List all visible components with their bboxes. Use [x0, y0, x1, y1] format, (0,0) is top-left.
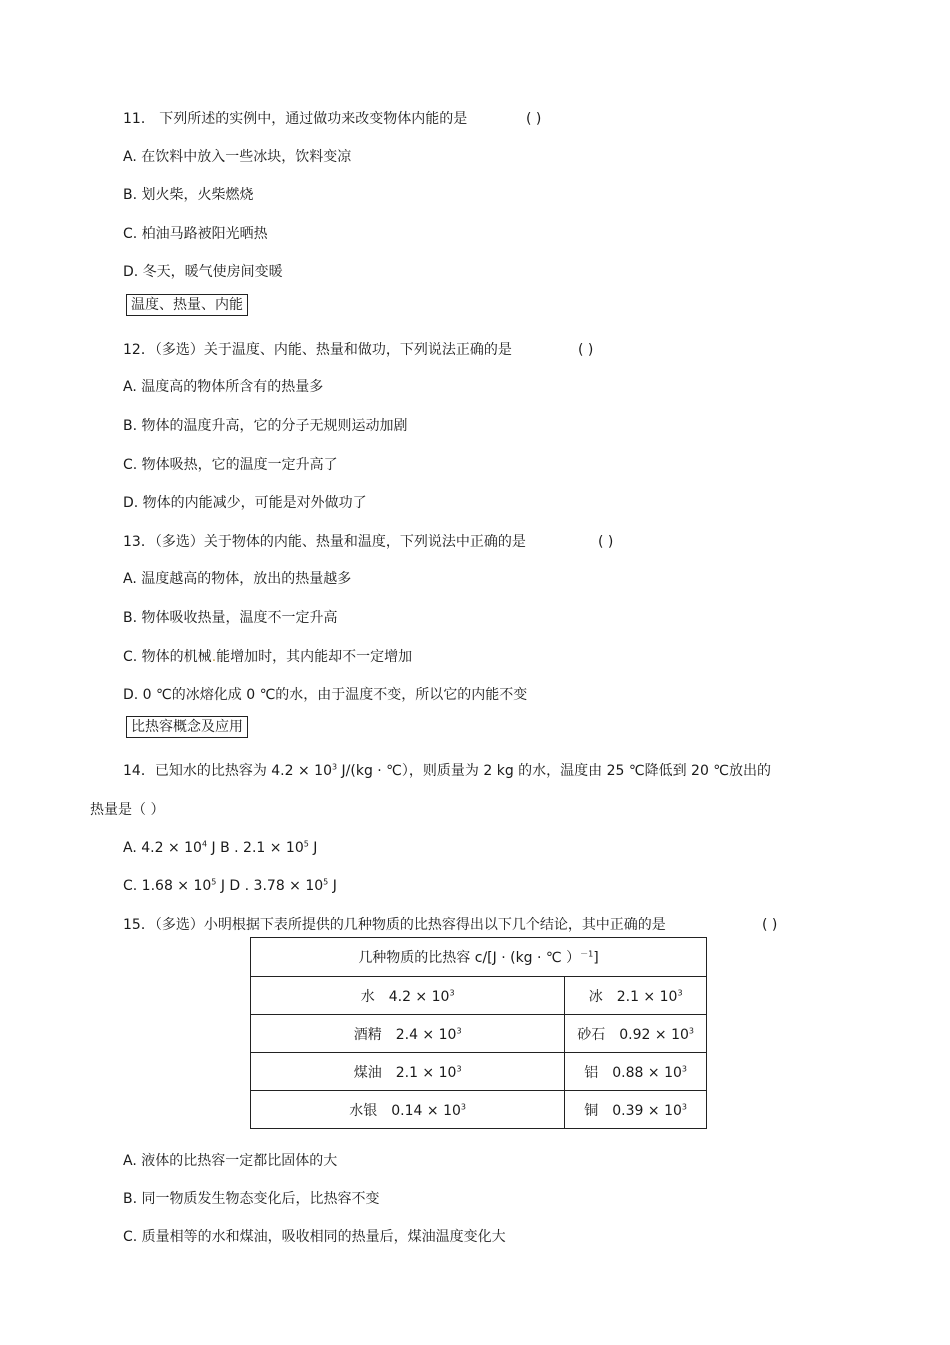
q14-option-d: J D . 3.78 × 10	[216, 878, 324, 894]
q13-option-b: B. 物体吸收热量，温度不一定升高	[123, 610, 338, 626]
substance-value: 0.39 × 10	[612, 1102, 682, 1119]
substance-value: 0.92 × 10	[619, 1026, 689, 1043]
q14-option-a-exp: 4	[201, 839, 208, 849]
substance-value: 2.1 × 10	[395, 1064, 457, 1081]
substance-value: 4.2 × 10	[388, 988, 450, 1005]
table-header-tail: ]	[593, 950, 599, 966]
substance-name: 冰	[588, 988, 603, 1005]
q14-option-d-exp: 5	[323, 877, 329, 887]
q12-option-d: D. 物体的内能减少，可能是对外做功了	[123, 495, 367, 511]
q12-option-c: C. 物体吸热，它的温度一定升高了	[123, 457, 338, 473]
substance-name: 铝	[584, 1064, 599, 1081]
table-cell	[565, 1091, 707, 1129]
substance-name: 酒精	[353, 1026, 382, 1043]
table-cell	[251, 1015, 565, 1053]
q13-answer-paren: ( )	[598, 534, 614, 550]
value-exp: 3	[449, 987, 455, 997]
q14-option-a: A. 4.2 × 10	[123, 840, 202, 856]
value-exp: 3	[688, 1025, 694, 1035]
q13-option-c-post: 能增加时，其内能却不一定增加	[216, 649, 413, 665]
q12-option-a: A. 温度高的物体所含有的热量多	[123, 379, 324, 395]
q14-stem-part-b: J/(kg · ℃），则质量为 2 kg 的水，温度由 25 ℃降低到 20 ℃放出的	[337, 763, 772, 779]
q11-option-d: D. 冬天，暖气使房间变暖	[123, 264, 283, 280]
table-cell	[565, 977, 707, 1015]
value-exp: 3	[681, 1101, 687, 1111]
table-cell	[565, 1053, 707, 1091]
value-exp: 3	[456, 1025, 462, 1035]
q13-option-a: A. 温度越高的物体，放出的热量越多	[123, 571, 352, 587]
value-exp: 3	[456, 1063, 462, 1073]
q14-options-ab	[123, 839, 317, 857]
substance-name: 煤油	[353, 1064, 382, 1081]
q14-stem-line2: 热量是（ ）	[90, 802, 165, 818]
q13-stem: 13．（多选）关于物体的内能、热量和温度，下列说法中正确的是	[123, 534, 526, 550]
q12-stem: 12．（多选）关于温度、内能、热量和做功，下列说法正确的是	[123, 342, 512, 358]
q15-option-b: B. 同一物质发生物态变化后，比热容不变	[123, 1191, 380, 1207]
q14-option-b-unit: J	[308, 840, 318, 856]
q15-option-a: A. 液体的比热容一定都比固体的大	[123, 1153, 338, 1169]
table-cell	[565, 1015, 707, 1053]
value-exp: 3	[460, 1101, 466, 1111]
specific-heat-table	[250, 937, 707, 1129]
table-cell	[251, 1053, 565, 1091]
substance-value: 2.1 × 10	[616, 988, 678, 1005]
section-heading-specific-heat: 比热容概念及应用	[126, 716, 248, 738]
substance-name: 水	[360, 988, 375, 1005]
table-row	[251, 1053, 707, 1091]
table-cell	[251, 977, 565, 1015]
value-exp: 3	[677, 987, 683, 997]
q15-stem: 15．（多选）小明根据下表所提供的几种物质的比热容得出以下几个结论，其中正确的是	[123, 917, 666, 933]
substance-value: 2.4 × 10	[395, 1026, 457, 1043]
table-row	[251, 1091, 707, 1129]
table-row	[251, 977, 707, 1015]
q14-exp: 3	[331, 762, 338, 772]
table-cell	[251, 1091, 565, 1129]
q11-option-a: A. 在饮料中放入一些冰块，饮料变凉	[123, 149, 352, 165]
q13-option-c-dot: .	[211, 649, 217, 665]
table-header-exp: －1	[580, 949, 594, 959]
q11-answer-paren: ( )	[526, 111, 542, 127]
q13-option-d: D. 0 ℃的冰熔化成 0 ℃的水，由于温度不变，所以它的内能不变	[123, 687, 528, 703]
q13-option-c-pre: C. 物体的机械	[123, 649, 212, 665]
q14-option-b: J B . 2.1 × 10	[207, 840, 304, 856]
substance-name: 水银	[349, 1102, 378, 1119]
q14-option-b-exp: 5	[303, 839, 309, 849]
substance-value: 0.88 × 10	[612, 1064, 682, 1081]
substance-name: 铜	[584, 1102, 599, 1119]
table-header	[251, 938, 707, 977]
q14-stem-line1	[123, 762, 771, 780]
q12-answer-paren: ( )	[578, 342, 594, 358]
substance-value: 0.14 × 10	[391, 1102, 461, 1119]
q15-answer-paren: ( )	[762, 917, 778, 933]
q14-stem-part-a: 14．已知水的比热容为 4.2 × 10	[123, 763, 332, 779]
table-header-text: 几种物质的比热容 c/[J · (kg · ℃ ）	[358, 950, 581, 966]
q14-option-c-exp: 5	[211, 877, 217, 887]
value-exp: 3	[681, 1063, 687, 1073]
q11-stem: 11． 下列所述的实例中，通过做功来改变物体内能的是	[123, 111, 468, 127]
substance-name: 砂石	[577, 1026, 606, 1043]
q14-options-cd	[123, 877, 337, 895]
q15-option-c: C. 质量相等的水和煤油，吸收相同的热量后，煤油温度变化大	[123, 1229, 506, 1245]
q12-option-b: B. 物体的温度升高，它的分子无规则运动加剧	[123, 418, 408, 434]
q11-option-b: B. 划火柴，火柴燃烧	[123, 187, 254, 203]
q13-option-c	[123, 648, 412, 666]
q11-option-c: C. 柏油马路被阳光晒热	[123, 226, 268, 242]
q14-option-c: C. 1.68 × 10	[123, 878, 212, 894]
table-row	[251, 1015, 707, 1053]
q14-option-d-unit: J	[328, 878, 337, 894]
section-heading-temperature-heat-energy: 温度、热量、内能	[126, 294, 248, 316]
